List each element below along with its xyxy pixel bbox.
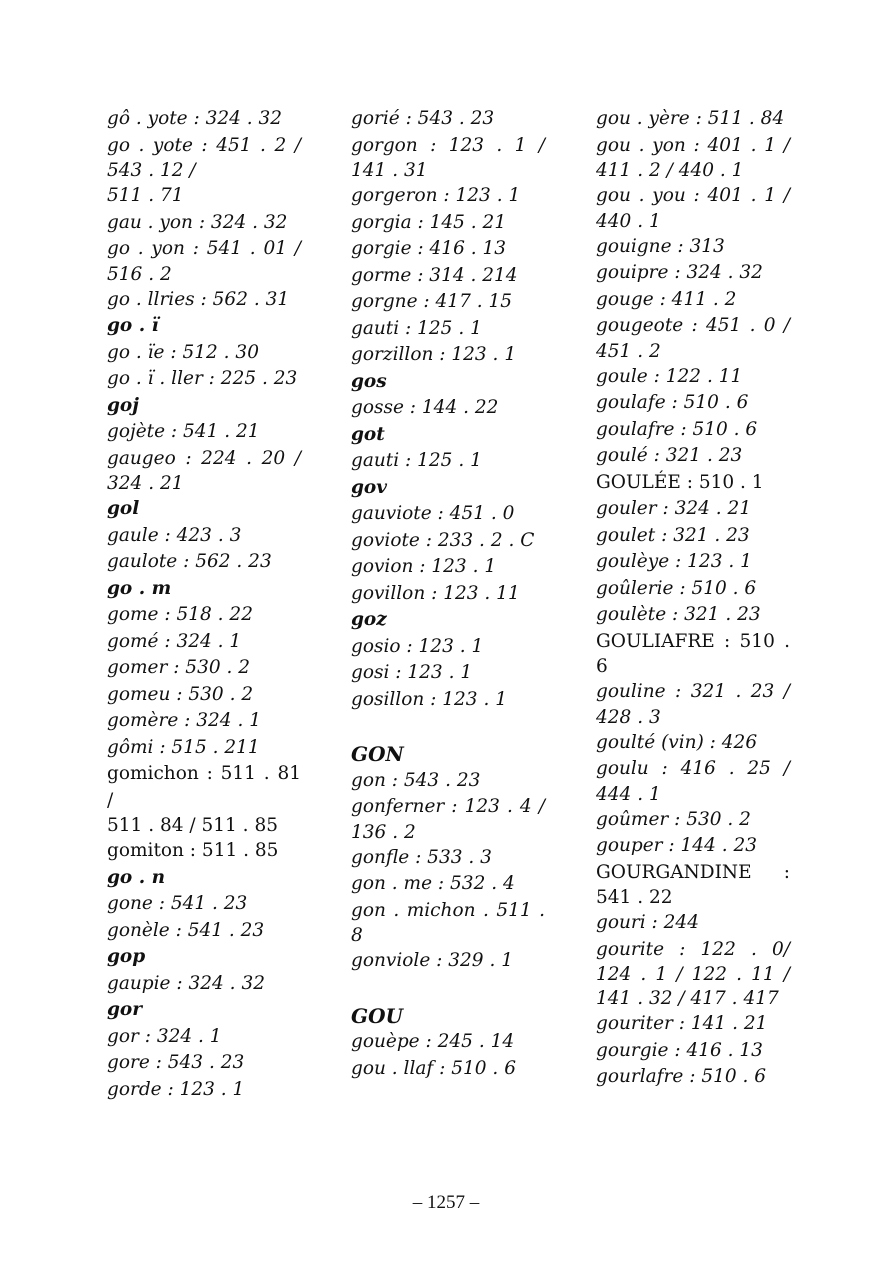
index-entry: gonèle : 541 . 23 <box>107 919 265 941</box>
index-entry-line: 511 . 84 / 511 . 85 <box>107 815 278 836</box>
index-entry: gorgie : 416 . 13 <box>351 238 507 259</box>
index-entry: gaule : 423 . 3 <box>107 524 242 546</box>
index-entry-line: 8 <box>351 925 363 946</box>
index-entry <box>107 446 301 497</box>
section-heading: go . n <box>107 866 166 888</box>
index-entry-line: goulu : 416 . 25 / <box>596 758 790 779</box>
index-entry-line: gon . michon . 511 . <box>351 899 545 921</box>
index-entry-line: gougeote : 451 . 0 / <box>596 315 790 336</box>
index-entry: 511 . 71 <box>107 185 184 206</box>
section-heading: gop <box>107 946 146 967</box>
index-entry-line: 541 . 22 <box>596 887 673 908</box>
section-heading: gor <box>107 999 143 1020</box>
index-entry <box>107 761 301 838</box>
index-entry: gorzillon : 123 . 1 <box>351 344 517 365</box>
index-entry-line: 324 . 21 <box>107 473 184 494</box>
index-entry: go . ïe : 512 . 30 <box>107 341 259 363</box>
section-heading: goj <box>107 394 139 416</box>
index-entry: gou . llaf : 510 . 6 <box>351 1057 516 1079</box>
index-entry: gouper : 144 . 23 <box>596 835 758 856</box>
index-entry: gouler : 324 . 21 <box>596 498 752 519</box>
index-entry: gouriter : 141 . 21 <box>596 1013 768 1034</box>
index-entry: gojète : 541 . 21 <box>107 421 260 442</box>
index-entry-line: 124 . 1 / 122 . 11 / <box>596 964 790 985</box>
index-entry: goûlerie : 510 . 6 <box>596 577 757 599</box>
index-entry-line: 141 . 32 / 417 . 417 <box>596 988 779 1009</box>
index-entry-line: gouline : 321 . 23 / <box>596 681 790 702</box>
index-entry <box>596 756 790 807</box>
index-entry: gor : 324 . 1 <box>107 1025 222 1047</box>
index-entry <box>596 183 790 234</box>
index-entry: gouge : 411 . 2 <box>596 288 737 310</box>
index-entry: goviote : 233 . 2 . C <box>351 529 535 551</box>
index-entry: gorié : 543 . 23 <box>351 108 495 129</box>
page-number: – 1257 – <box>412 1192 480 1213</box>
index-entry: gosillon : 123 . 1 <box>351 688 507 710</box>
index-entry-line: go . yon : 541 . 01 / <box>107 238 301 259</box>
index-entry: gaupie : 324 . 32 <box>107 972 265 994</box>
index-entry: goulète : 321 . 23 <box>596 604 761 625</box>
index-entry: gourlafre : 510 . 6 <box>596 1066 767 1087</box>
section-heading: gov <box>351 476 388 498</box>
section-heading: gos <box>351 370 387 392</box>
index-column-1 <box>107 106 301 1103</box>
index-entry: GOULÉE : 510 . 1 <box>596 471 764 493</box>
index-entry-line: 543 . 12 / <box>107 160 196 181</box>
index-entry-line: gonferner : 123 . 4 / <box>351 796 545 817</box>
index-entry-line: 440 . 1 <box>596 210 661 232</box>
index-entry: gou . yère : 511 . 84 <box>596 108 785 129</box>
index-entry: gaulote : 562 . 23 <box>107 551 272 572</box>
index-entry <box>596 937 790 1012</box>
index-entry: gourgie : 416 . 13 <box>596 1039 763 1061</box>
index-entry: gomé : 324 . 1 <box>107 630 242 652</box>
index-entry: goulté (vin) : 426 <box>596 731 758 753</box>
index-entry-line: 444 . 1 <box>596 783 661 805</box>
index-entry-line: 451 . 2 <box>596 340 661 362</box>
index-entry: gorme : 314 . 214 <box>351 264 518 286</box>
index-entry: govillon : 123 . 11 <box>351 582 520 604</box>
index-entry-line: go . yote : 451 . 2 / <box>107 134 301 156</box>
index-entry <box>107 133 301 184</box>
index-entry: gosi : 123 . 1 <box>351 662 473 683</box>
section-heading: go . m <box>107 577 172 599</box>
index-entry: gomère : 324 . 1 <box>107 710 261 731</box>
letter-group-heading: GON <box>351 742 404 766</box>
index-entry-line: GOULIAFRE : 510 . <box>596 630 790 652</box>
index-entry: goûmer : 530 . 2 <box>596 808 751 830</box>
index-entry: go . ï . ller : 225 . 23 <box>107 368 298 389</box>
index-entry: gouri : 244 <box>596 912 699 933</box>
index-entry: gomer : 530 . 2 <box>107 657 251 678</box>
index-entry-line: gomichon : 511 . 81 / <box>107 763 301 811</box>
index-entry-line: 516 . 2 <box>107 263 172 285</box>
index-entry: gone : 541 . 23 <box>107 893 248 914</box>
index-entry: gome : 518 . 22 <box>107 604 253 625</box>
index-entry-line: gorgon : 123 . 1 / <box>351 134 545 156</box>
index-column-2 <box>351 106 545 1082</box>
index-entry: gauviote : 451 . 0 <box>351 503 515 524</box>
section-heading: goz <box>351 609 387 630</box>
index-entry-line: 6 <box>596 656 608 677</box>
index-entry-line: gou . you : 401 . 1 / <box>596 185 790 206</box>
index-entry-line: 136 . 2 <box>351 821 416 843</box>
index-entry: gorgia : 145 . 21 <box>351 211 507 233</box>
index-entry: gô . yote : 324 . 32 <box>107 108 283 129</box>
index-column-3 <box>596 106 790 1091</box>
index-entry: goule : 122 . 11 <box>596 365 743 387</box>
index-entry <box>596 629 790 680</box>
index-entry: govion : 123 . 1 <box>351 556 497 577</box>
index-entry: gouigne : 313 <box>596 235 725 257</box>
index-entry <box>351 794 545 845</box>
index-entry: gon : 543 . 23 <box>351 769 481 791</box>
index-entry: goulet : 321 . 23 <box>596 524 750 546</box>
section-heading: go . ï <box>107 315 159 336</box>
index-entry: gomiton : 511 . 85 <box>107 840 279 861</box>
index-entry: gonfle : 533 . 3 <box>351 846 492 868</box>
index-entry: gauti : 125 . 1 <box>351 450 482 471</box>
index-entry: goulé : 321 . 23 <box>596 445 743 466</box>
index-entry-line: gourite : 122 . 0/ <box>596 938 790 960</box>
index-entry-line: gou . yon : 401 . 1 / <box>596 134 790 156</box>
index-entry-line: gaugeo : 224 . 20 / <box>107 447 301 469</box>
index-entry-line: 411 . 2 / 440 . 1 <box>596 160 744 181</box>
index-entry: gore : 543 . 23 <box>107 1052 245 1073</box>
index-entry <box>351 898 545 949</box>
index-entry: go . llries : 562 . 31 <box>107 288 290 310</box>
index-entry: goulafe : 510 . 6 <box>596 392 749 413</box>
index-entry-line: 428 . 3 <box>596 706 661 728</box>
index-entry: goulèye : 123 . 1 <box>596 551 752 572</box>
index-entry: gosse : 144 . 22 <box>351 397 499 418</box>
index-entry: gomeu : 530 . 2 <box>107 683 254 705</box>
index-entry-line: 141 . 31 <box>351 160 428 181</box>
section-heading: gol <box>107 498 140 519</box>
index-entry: gouipre : 324 . 32 <box>596 262 763 283</box>
index-entry: gauti : 125 . 1 <box>351 317 482 339</box>
index-entry: gorgne : 417 . 15 <box>351 291 513 312</box>
index-entry: gouèpe : 245 . 14 <box>351 1031 515 1052</box>
index-entry: gorde : 123 . 1 <box>107 1078 245 1100</box>
index-entry: gosio : 123 . 1 <box>351 635 484 657</box>
index-entry: gonviole : 329 . 1 <box>351 950 513 971</box>
index-entry <box>107 236 301 287</box>
letter-group-heading: GOU <box>351 1003 403 1028</box>
index-entry <box>351 133 545 184</box>
index-entry: goulafre : 510 . 6 <box>596 418 758 440</box>
index-entry <box>596 860 790 911</box>
section-heading: got <box>351 423 385 445</box>
index-entry <box>596 133 790 184</box>
index-entry: gômi : 515 . 211 <box>107 736 260 758</box>
index-entry-line: GOURGANDINE : <box>596 861 790 883</box>
index-entry <box>596 313 790 364</box>
index-entry: gorgeron : 123 . 1 <box>351 185 521 206</box>
index-entry: gau . yon : 324 . 32 <box>107 211 288 233</box>
index-entry: gon . me : 532 . 4 <box>351 873 515 894</box>
index-entry <box>596 679 790 730</box>
